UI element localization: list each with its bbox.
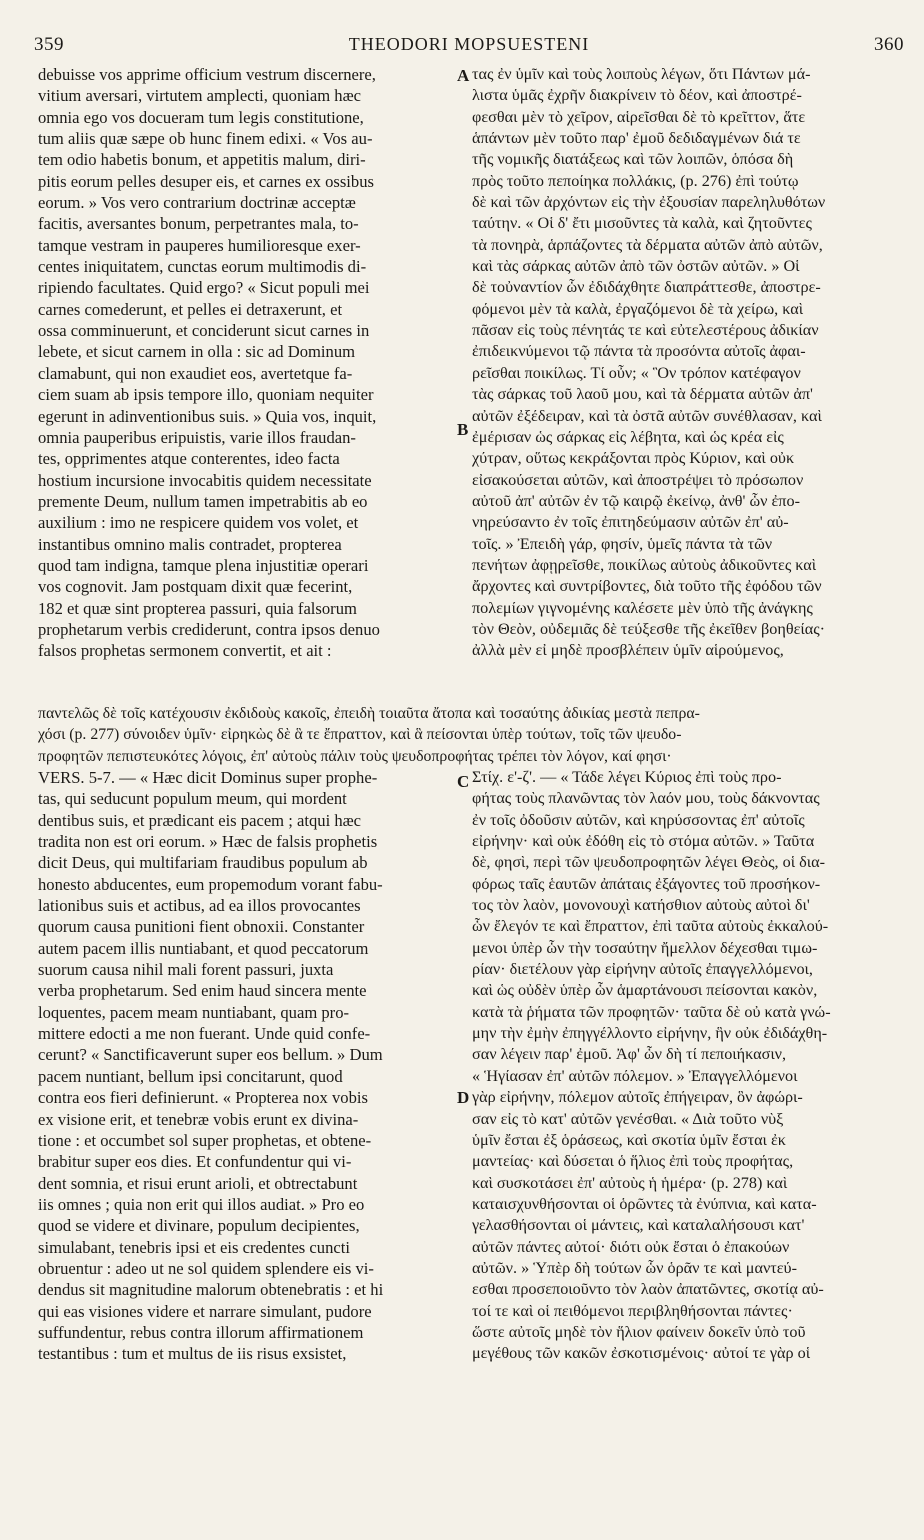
margin-marker-b: B — [457, 420, 469, 439]
latin-column-top: debuisse vos apprime officium vestrum discernere, vitium aversari, virtutem amplecti, quoniam hæc omnia ego vos docueram tum legis constitutione, tum aliis quæ sæpe ob hunc finem edixi. « Vos au- tem odio habetis bonum, et appetitis malum, diri- pitis eorum pelles desuper eis, et carnes ex ossibus eorum. » Vos vero contrarium doctrinæ acceptæ facitis, aversantes bonum, perpetrantes mala, to- tamque vestram in pauperes humilioresque exer- centes iniquitatem, cunctas eorum multimodis di- ripiendo facultates. Quid ergo? « Sicut populi mei carnes comederunt, et pelles ei detraxerunt, et ossa comminuerunt, et conciderunt sicut carnes in lebete, et sicut carnem in olla : sic ad Dominum clamabunt, qui non exaudiet eos, avertetque fa- ciem suam ab ipsis tempore illo, quoniam nequiter egerunt in adinventionibus suis. » Quia vos, inquit, omnia pauperibus eripuistis, varie illos fraudan- tes, opprimentes atque conterentes, ideo facta hostium incursione invocabitis quidem necessitate premente Deum, nullum tamen impetrabitis ab eo auxilium : imo ne respicere quidem vos volet, et instantibus omnino malis contradet, propterea quod tam indigna, tamque plena injustitiæ operari vos cognovit. Jam postquam dixit quæ fecerint, 182 et quæ sint propterea passuri, quia falsorum prophetarum verbis crediderunt, contra ipsos denuo falsos prophetas sermonem convertit, et ait : — [38, 65, 380, 661]
margin-marker-a: A — [457, 66, 470, 85]
running-title: THEODORI MOPSUESTENI — [348, 34, 590, 54]
right-page-number: 360 — [874, 34, 904, 55]
greek-column-top: τας ἐν ὑμῖν καὶ τοὺς λοιποὺς λέγων, ὅτι Πάντων μά- λιστα ὑμᾶς ἐχρῆν διακρίνειν τὸ δέον, καὶ ἀποστρέ- φεσθαι μὲν τὸ χεῖρον, αἱρεῖσθαι δὲ τὸ κρεῖττον, ἅτε ἁπάντων μὲν τοῦτο παρ' ἐμοῦ δεδιδαγμένων διά τε τῆς νομικῆς διατάξεως καὶ τῶν λοιπῶν, ὁπόσα δὴ πρὸς τοῦτο πεποίηκα πολλάκις, (p. 276) ἐπὶ τούτῳ δὲ καὶ τῶν ἀρχόντων εἰς τὴν ἐξουσίαν παρεληλυθότων ταύτην. « Οἱ δ' ἔτι μισοῦντες τὰ καλὰ, καὶ ζητοῦντες τὰ πονηρὰ, ἁρπάζοντες τὰ δέρματα αὐτῶν ἀπὸ αὐτῶν, καὶ τὰς σάρκας αὐτῶν ἀπὸ τῶν ὀστῶν αὐτῶν. » Οἱ δὲ τοὐναντίον ὧν ἐδιδάχθητε διαπράττεσθε, ἀποστρε- φόμενοι μὲν τὰ καλὰ, ἐργαζόμενοι δὲ τὰ χείρω, καὶ πᾶσαν εἰς τοὺς πένητάς τε καὶ εὐτελεστέρους ἀδικίαν ἐπιδεικνύμενοι τῷ πάντα τὰ προσόντα αὐτοῖς ἀφαι- ρεῖσθαι ποικίλως. Τί οὖν; « Ὃν τρόπον κατέφαγον τὰς σάρκας τοῦ λαοῦ μου, καὶ τὰ δέρματα αὐτῶν ἀπ' αὐτῶν ἐξέδειραν, καὶ τὰ ὀστᾶ αὐτῶν συνέθλασαν, καὶ ἐμέρισαν ὡς σάρκας εἰς λέβητα, καὶ ὡς κρέα εἰς χύτραν, οὕτως κεκράξονται πρὸς Κύριον, καὶ οὐκ εἰσακούσεται αὐτῶν, καὶ ἀποστρέψει τὸ πρόσωπον αὐτοῦ ἀπ' αὐτῶν ἐν τῷ καιρῷ ἐκείνῳ, ἀνθ' ὧν ἐπο- νηρεύσαντο ἐν τοῖς ἐπιτηδεύμασιν αὐτῶν ἐπ' αὐ- τοῖς. » Ἐπειδὴ γάρ, φησίν, ὑμεῖς πάντα τὰ τῶν πενήτων ἀφῃρεῖσθε, ποικίλως αὐτοὺς ἀδικοῦντες καὶ ἄρχοντες καὶ συντρίβοντες, διὰ τοῦτο τῆς ἐφόδου τῶν πολεμίων γιγνομένης καλέσετε μὲν ὑπὸ τῆς ἀνάγκης τὸν Θεὸν, οὐδεμιᾶς δὲ τεύξεσθε τῆς ἐκεῖθεν βοηθείας· ἀλλὰ μὲν εἰ μηδὲ προσβλέπειν ὑμῖν αἱρούμενος, — [472, 65, 826, 660]
spanning-greek-text: παντελῶς δὲ τοῖς κατέχουσιν ἐκδιδοὺς κακοῖς, ἐπειδὴ τοιαῦτα ἄτοπα καὶ τοσαύτης ἀδικίας μεστὰ πεπρα- χόσι (p. 277) σύνοιδεν ὑμῖν· εἰρηκὼς δὲ ἃ τε ἔπραττον, καὶ ἃ πείσονται ὑπὲρ τούτων, τοῖς τῶν ψευδο- προφητῶν πεπιστευκότες λόγοις, ἐπ' αὐτοὺς πάλιν τοὺς ψευδοπροφήτας τρέπει τὸν λόγον, καί φησι· — [38, 705, 700, 765]
margin-marker-c: C — [457, 772, 470, 791]
latin-column-bottom: VERS. 5-7. — « Hæc dicit Dominus super prophe- tas, qui seducunt populum meum, qui mordent dentibus suis, et prædicant eis pacem ; atqui hæc tradita non est ori eorum. » Hæc de falsis prophetis dicit Deus, qui multifariam fraudibus populum ab honesto abducentes, eum propemodum vorant fabu- lationibus suis et actibus, ad ea illos provocantes quorum causa punitioni fient obnoxii. Constanter autem pacem illis nuntiabant, et quod peccatorum suorum causa nihil mali forent passuri, juxta verba prophetarum. Sed enim haud sincera mente loquentes, pacem meam nuntiabant, quam pro- mittere edocti a me non fuerant. Unde quid confe- cerunt? « Sanctificaverunt super eos bellum. » Dum pacem nuntiant, bellum ipsi concitarunt, quod contra eos fieri definierunt. « Propterea nox vobis ex visione erit, et tenebræ vobis erunt ex divina- tione : et occumbet sol super prophetas, et obtene- brabitur super eos dies. Et confundentur qui vi- dent somnia, et risui erunt arioli, et obtrectabunt iis omnes ; quia non erit qui illos audiat. » Pro eo quod se videre et divinare, populum decipientes, simulabant, tenebris ipsi et eis credentes cuncti obruentur : adeo ut ne sol quidem splendere eis vi- dendus sit magnitudine malorum obtenebratis : et hi qui eas visiones videre et narrare simulant, pudore suffundentur, rebus contra illorum affirmationem testantibus : tum et multus de iis risus exsistet, — [38, 768, 384, 1364]
left-page-number: 359 — [34, 34, 64, 55]
running-header — [34, 34, 904, 62]
greek-column-bottom: Στίχ. ε'-ζ'. — « Τάδε λέγει Κύριος ἐπὶ τοὺς προ- φήτας τοὺς πλανῶντας τὸν λαόν μου, τοὺς δάκνοντας ἐν τοῖς ὀδοῦσιν αὐτῶν, καὶ κηρύσσοντας ἐπ' αὐτοῖς εἰρήνην· καὶ οὐκ ἐδόθη εἰς τὸ στόμα αὐτῶν. » Ταῦτα δὲ, φησὶ, περὶ τῶν ψευδοπροφητῶν λέγει Θεὸς, οἱ δια- φόρως ταῖς ἑαυτῶν ἀπάταις ἐξάγοντες τοῦ προσήκον- τος τὸν λαὸν, μονονουχὶ κατήσθιον αὐτοὺς αὐτοὶ δι' ὧν ἔλεγόν τε καὶ ἔπραττον, ἐπὶ ταῦτα αὐτοὺς ἐκκαλού- μενοι ὑπὲρ ὧν τὴν τοσαύτην ἤμελλον δέχεσθαι τιμω- ρίαν· διετέλουν γὰρ εἰρήνην αὐτοῖς ἐπαγγελλόμενοι, καὶ ὡς οὐδὲν ὑπὲρ ὧν ἁμαρτάνουσι πείσονται κακὸν, κατὰ τὰ ῥήματα τῶν προφητῶν· ταῦτα δὲ οὐ κατὰ γνώ- μην τὴν ἐμὴν ἐπηγγέλλοντο εἰρήνην, ἣν οὐκ ἐδιδάχθη- σαν λέγειν παρ' ἐμοῦ. Ἀφ' ὧν δὴ τί πεποιήκασιν, « Ἡγίασαν ἐπ' αὐτῶν πόλεμον. » Ἐπαγγελλόμενοι γὰρ εἰρήνην, πόλεμον αὐτοῖς ἐπήγειραν, ὃν ἀφώρι- σαν εἰς τὸ κατ' αὐτῶν γενέσθαι. « Διὰ τοῦτο νὺξ ὑμῖν ἔσται ἐξ ὁράσεως, καὶ σκοτία ὑμῖν ἔσται ἐκ μαντείας· καὶ δύσεται ὁ ἥλιος ἐπὶ τοὺς προφήτας, καὶ συσκοτάσει ἐπ' αὐτοὺς ἡ ἡμέρα· (p. 278) καὶ καταισχυνθήσονται οἱ ὁρῶντες τὰ ἐνύπνια, καὶ κατα- γελασθήσονται οἱ μάντεις, καὶ καταλαλήσουσι κατ' αὐτῶν πάντες αὐτοί· διότι οὐκ ἔσται ὁ ἐπακούων αὐτῶν. » Ὑπὲρ δὴ τούτων ὧν ὁρᾶν τε καὶ μαντεύ- εσθαι προσεποιοῦντο τὸν λαὸν ἀπατῶντες, σκοτίᾳ αὐ- τοί τε καὶ οἱ πειθόμενοι περιβληθήσονται πάντες· ὥστε αὐτοῖς μηδὲ τὸν ἥλιον φαίνειν δοκεῖν ὑπὸ τοῦ μεγέθους τῶν κακῶν ἐσκοτισμένοις· αὐτοί τε γὰρ οἱ — [472, 768, 831, 1363]
margin-marker-d: D — [457, 1088, 470, 1107]
